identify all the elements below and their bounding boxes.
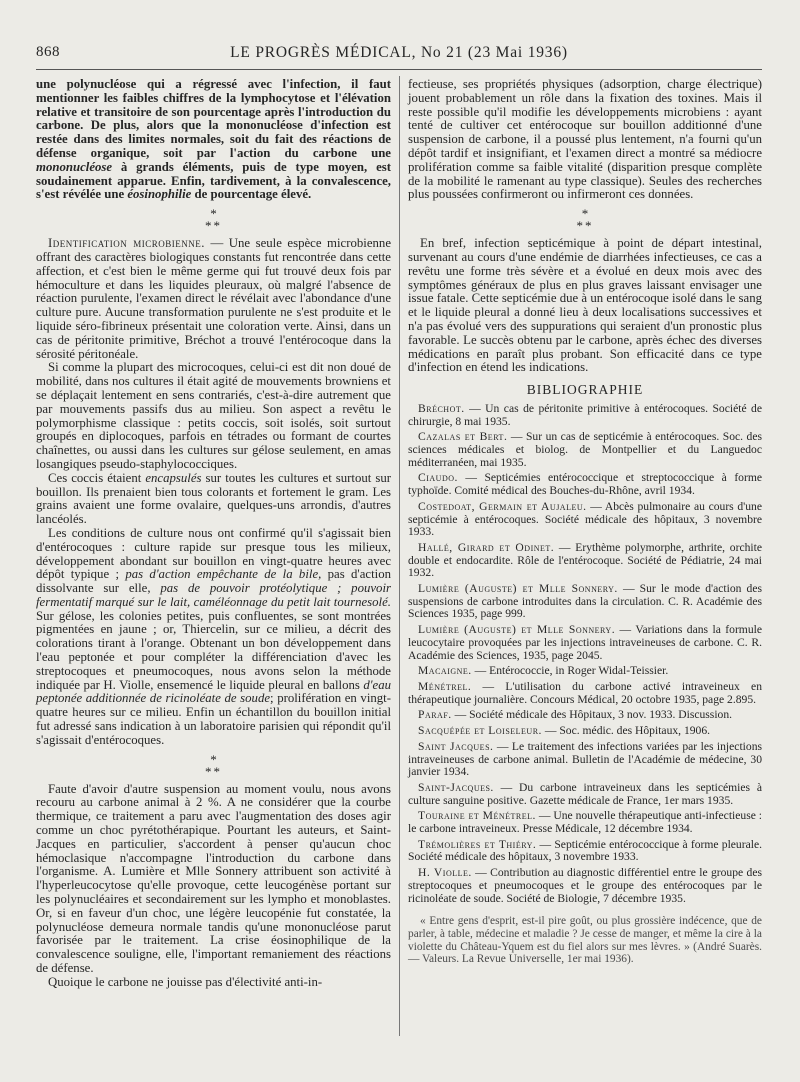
paragraph: Les conditions de culture nous ont confirmé qu'il s'agissait bien d'entérocoques : culture rapide sur presque tous les milieux, développement abondant sur bouillon en vingt-quatre heures avec dépôt typique ; pas d'action empêchante de la bile, pas d'action dissolvante sur elle, pas de pouvoir protéolytique ; pouvoir fermentatif marqué sur le lait, caméléonnage du petit lait tournesolé. Sur gélose, les colonies petites, puis confluentes, se sont montrées pigmentées en jaune ; or, Thiercelin, sur ce milieu, a décrit des colorations tirant à l'orange. Obtenant un bon développement dans l'eau peptonée et pour compléter la différenciation d'avec les streptocoques et pneumocoques, nous avons selon la méthode indiquée par H. Violle, ensemencé le liquide pleural en ballons d'eau peptonée additionnée de ricinoléate de soude; prolifération en vingt-quatre heures sur ce milieu. Enfin un échantillon du bouillon initial fut adressé sans indication à un laboratoire parisien qui répondit qu'il s'agissait d'entérocoques.	[36, 525, 392, 747]
bib-text: — Variations dans la formule leucocytaire provoquées par les injections intraveineuses de carbone. C. R. Académie des Sciences, 1935, page 2045.	[408, 623, 762, 662]
paragraph: fectieuse, ses propriétés physiques (adsorption, charge électrique) jouent probablement un rôle dans la fixation des toxines. Mais il reste possible qu'il modifie les développements microbiens : ayant tenté de cultiver cet entérocoque sur bouillon additionné d'une suspension de carbone, il a poussé plus lentement, n'a fourni qu'un dépôt tardif et insignifiant, et l'examen direct a montré sa médiocre prolifération comme sa faible vitalité (disparition presque complète de la mobilité le ramenant au type classique). Seules des recherches plus poussées confirmeront ou infirmeront ces données.	[408, 77, 762, 202]
bib-text: — Abcès pulmonaire au cours d'une septicémie à entérocoques. Société médicale des hôpitaux, 3 novembre 1933.	[408, 499, 762, 539]
bibliography-entry	[408, 782, 762, 807]
bibliography-entry	[408, 681, 762, 706]
left-column	[36, 78, 391, 990]
bibliography-entry	[408, 431, 762, 469]
bib-author: Saint-Jacques.	[418, 780, 494, 794]
bib-text: — Septicémies entérococcique et streptococcique à forme typhoïde. Comité médical des Bouches-du-Rhône, avril 1934.	[408, 471, 762, 498]
paragraph: Faute d'avoir d'autre suspension au moment voulu, nous avons recouru au carbone animal à 2 %. A ne considérer que la courbe thermique, ce traitement a paru avec l'augmentation des doses agir comme un choc pyrétothérapique. Pourtant les auteurs, et Saint-Jacques en particulier, s'accordent à penser qu'aucun choc hémoclasique n'accompagne l'introduction du carbone dans l'organisme. A. Lumière et Mlle Sonnery attribuent son activité à l'hyperleucocytose qu'elle provoque, cette leucogénèse portant sur les polynucléaires et secondairement sur les lympho et monoblastes. Or, si en faveur d'un choc, une légère leucopénie fut constatée, la polynucléose demeura normale tandis qu'une mononucléose parut favorisée par le traitement. La crise éosinophilique de la convalescence souligne, elle, l'important remaniement des réactions de défense.	[36, 781, 391, 976]
bib-author: Macaigne.	[418, 664, 472, 678]
bib-author: Ciaudo.	[418, 471, 458, 485]
bibliography-entry	[408, 810, 762, 835]
epigraph-quote: « Entre gens d'esprit, est-il pire goût, ou plus grossière indécence, que de parler, à table, médecine et maladie ? Je cesse de manger, et même la cire à la violette du Château-Yquem est du fiel alors sur mes lèvres. » (André Suarès. — Valeurs. La Revue Universelle, 1er mai 1936).	[408, 915, 762, 966]
bib-author: Bréchot.	[418, 401, 465, 415]
bib-author: Ménétrel.	[418, 680, 472, 693]
column-divider	[399, 76, 400, 1036]
bibliography-list	[408, 403, 762, 905]
bib-text: — Erythème polymorphe, arthrite, orchite double et endocardite. Rôle de l'entérocoque. Société de Pédiatrie, 24 mai 1932.	[408, 540, 762, 580]
bibliography-entry	[408, 725, 762, 738]
bib-author: Costedoat, Germain et Aujaleu.	[418, 499, 587, 513]
page-number: 868	[36, 44, 60, 60]
bib-text: — Le traitement des infections variées par les injections intraveineuses de carbone animal. Bulletin de l'Académie de médecine, 30 janvier 1934.	[408, 739, 762, 779]
bib-text: — Contribution au diagnostic différentiel entre le groupe des streptocoques et pneumocoques et le groupe des entérocoques par le ricinoléate de soude. Société de Biologie, 7 décembre 1935.	[408, 866, 762, 905]
journal-title: LE PROGRÈS MÉDICAL, No 21 (23 Mai 1936)	[230, 44, 568, 61]
bibliography-entry	[408, 867, 762, 905]
bibliography-entry	[408, 839, 762, 864]
bib-text: — Septicémie entérococcique à forme pleurale. Société médicale des hôpitaux, 3 novembre 1933.	[408, 837, 762, 864]
bibliography-entry	[408, 741, 762, 779]
bib-text: — Un cas de péritonite primitive à entérocoques. Société de chirurgie, 8 mai 1935.	[408, 401, 762, 428]
section-separator: * **	[576, 206, 594, 234]
paragraph: Ces coccis étaient encapsulés sur toutes les cultures et surtout sur bouillon. Ils prenaient bien tous colorants et fortement le gram. Les grains avaient une forme ovalaire, quelques-uns arrondis, d'autres lancéolés.	[36, 470, 392, 527]
bib-author: Lumière (Auguste) et Mlle Sonnery.	[418, 582, 618, 596]
bib-author: Trémolières et Thiéry.	[418, 837, 537, 851]
paragraph: Identification microbienne. — Une seule espèce microbienne offrant des caractères biologiques constants fut rencontrée dans cette affection, et c'est bien le même germe qui fut trouvé deux fois par hémoculture et dans les liquides pleuraux, où malgré l'absence de réaction purulente, l'examen direct le révélait avec l'abondance d'une culture pure. Aucune transformation purulente ne s'est produite et le liquide séro-fibrineux présentait une coloration verte. Ainsi, dans un cas de péritonite primitive, Bréchot a trouvé l'entérocoque dans la sérosité péritonéale.	[36, 236, 391, 361]
bib-author: Saint Jacques.	[418, 739, 494, 753]
bib-text: — Sur un cas de septicémie à entérocoques. Soc. des sciences médicales et biolog. de Montpellier et du Languedoc méditerranéen, mai 1935.	[408, 430, 762, 469]
bibliography-entry	[408, 542, 762, 580]
bib-author: Touraine et Ménétrel.	[418, 809, 536, 823]
bibliography-entry	[408, 709, 762, 722]
bib-text: — Entérococcie, in Roger Widal-Teissier.	[471, 664, 669, 678]
bib-author: Sacquépée et Loiseleur.	[418, 724, 542, 738]
bibliography-entry	[408, 624, 762, 662]
bib-author: Paraf.	[418, 708, 452, 722]
paragraph: En bref, infection septicémique à point de départ intestinal, survenant au cours d'une endémie de diarrhées infectieuses, ce cas a revêtu une forme très sévère et a évolué en deux mois avec des symptômes généraux de plus en plus graves laissant envisager une issue fatale. Cette septicémie due à un entérocoque isolé dans le sang et le liquide pleural a donné lieu à deux localisations successives et n'a pas évolué vers des suppurations qui seraient d'un pronostic plus favorable. Le succès obtenu par le carbone, après échec des diverses médications en paraît plus probant. Son efficacité dans ce type d'infection en étend les indications.	[408, 236, 762, 375]
bib-text: — L'utilisation du carbone activé intraveineux en thérapeutique journalière. Concours Médical, 20 octobre 1935, page 2.895.	[408, 680, 762, 706]
bib-author: Cazalas et Bert.	[418, 430, 508, 444]
paragraph: une polynucléose qui a régressé avec l'infection, il faut mentionner les faibles chiffres de la lymphocytose et l'élévation relative et transitoire de son pourcentage après l'introduction du carbone. De plus, alors que la mononucléose d'infection est restée dans des limites normales, soit du fait des réactions de défense organique, soit par l'action du carbone une mononucléose à grands éléments, puis de type moyen, est soudainement apparue. Enfin, tardivement, à la convalescence, s'est révélée une éosinophilie de pourcentage élevé.	[36, 77, 391, 202]
bib-text: — Soc. médic. des Hôpitaux, 1906.	[541, 724, 711, 738]
bibliography-entry	[408, 472, 762, 497]
bib-text: — Du carbone intraveineux dans les septicémies à culture sanguine positive. Gazette médicale de France, 1er mars 1935.	[408, 780, 762, 807]
bibliography-heading: BIBLIOGRAPHIE	[526, 382, 644, 398]
bib-text: — Sur le mode d'action des suspensions de carbone introduites dans la circulation. C. R. Académie des Sciences 1935, page 999.	[408, 582, 762, 621]
bib-author: Lumière (Auguste) et Mlle Sonnery.	[418, 623, 616, 637]
section-separator: * **	[205, 206, 222, 234]
bib-text: — Société médicale des Hôpitaux, 3 nov. 1933. Discussion.	[451, 708, 733, 722]
bib-author: H. Violle.	[418, 866, 472, 880]
section-separator: * **	[205, 751, 222, 779]
bibliography-entry	[408, 583, 762, 621]
right-column	[408, 78, 762, 966]
bib-author: Hallé, Girard et Odinet.	[418, 540, 555, 554]
running-header	[36, 44, 762, 66]
bibliography-entry	[408, 501, 762, 539]
header-rule	[36, 69, 762, 70]
bibliography-entry	[408, 403, 762, 428]
paragraph: Quoique le carbone ne jouisse pas d'électivité anti-in-	[48, 974, 323, 989]
paragraph: Si comme la plupart des microcoques, celui-ci est dit non doué de mobilité, dans nos cultures il était agité de mouvements browniens et se déplaçait lentement en sens contrariés, c'est-à-dire autrement que par mouvements passifs dus au milieu. Son aspect a revêtu le polymorphisme classique : petits coccis, soit isolés, soit surtout groupés en diplocoques, parfois en tétrades ou formant de courtes chaînettes, ou aussi dans les cultures sur gélose seulement, en amas losangiques pseudo-staphylococciques.	[36, 360, 391, 471]
bib-text: — Une nouvelle thérapeutique anti-infectieuse : le carbone intraveineux. Presse Médicale, 12 décembre 1934.	[408, 809, 763, 836]
bibliography-entry	[408, 665, 762, 678]
